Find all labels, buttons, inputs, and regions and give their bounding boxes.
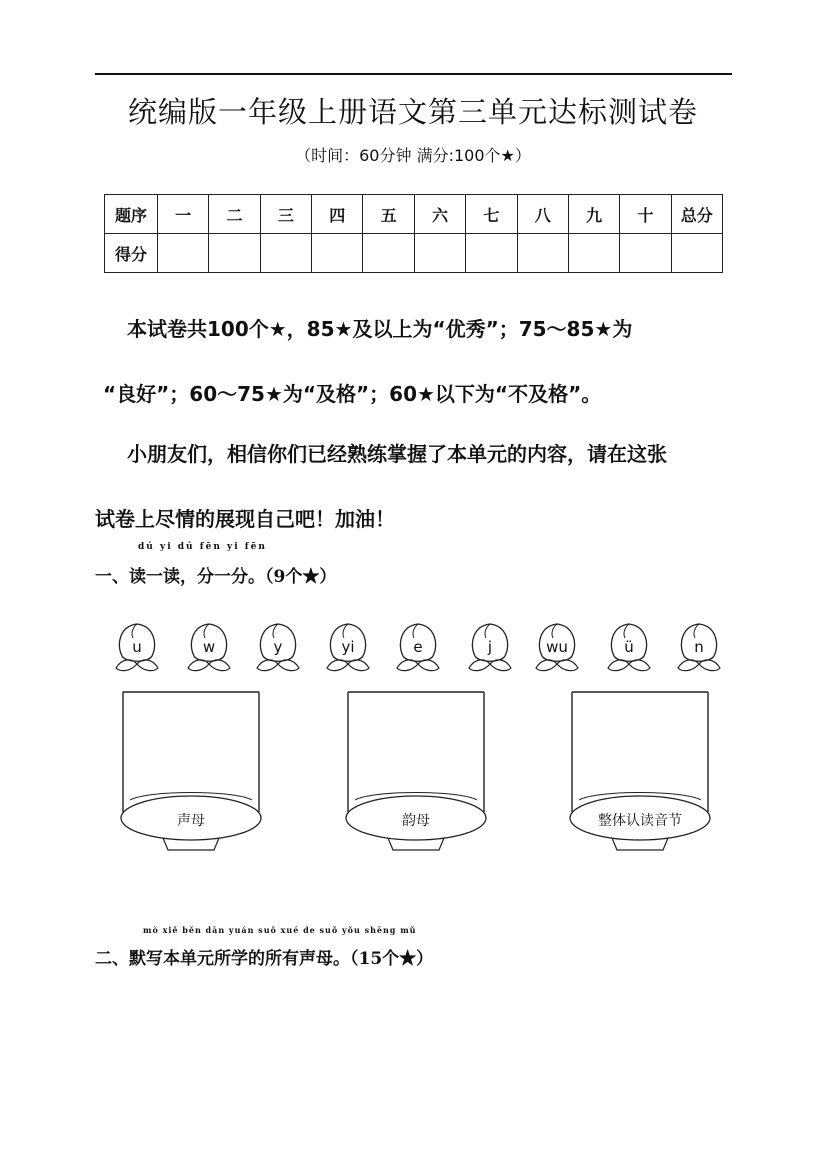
score-col-3: 三 bbox=[260, 195, 311, 234]
score-table bbox=[104, 194, 723, 273]
top-rule bbox=[95, 73, 732, 75]
page-subtitle: （时间：60分钟 满分:100个★） bbox=[295, 146, 531, 165]
syllable-label: e bbox=[413, 638, 423, 656]
score-cell[interactable] bbox=[363, 234, 414, 273]
peach-card[interactable] bbox=[251, 618, 311, 676]
syllable-label: w bbox=[202, 638, 216, 656]
score-col-5: 五 bbox=[363, 195, 414, 234]
score-col-4: 四 bbox=[312, 195, 363, 234]
score-cell[interactable] bbox=[671, 234, 722, 273]
syllable-label: n bbox=[694, 638, 704, 656]
syllable-label: yi bbox=[341, 638, 355, 656]
bowl-finals[interactable] bbox=[343, 690, 489, 860]
syllable-label: wu bbox=[546, 638, 568, 656]
peach-card[interactable] bbox=[321, 618, 381, 676]
score-cell[interactable] bbox=[158, 234, 209, 273]
peach-card[interactable] bbox=[602, 618, 662, 676]
peach-card[interactable] bbox=[672, 618, 732, 676]
intro-line-4: 试卷上尽情的展现自己吧！加油！ bbox=[95, 507, 395, 531]
bowl-label: 声母 bbox=[177, 813, 205, 829]
score-col-7: 七 bbox=[466, 195, 517, 234]
syllable-label: j bbox=[487, 638, 493, 656]
peach-card[interactable] bbox=[463, 618, 523, 676]
score-table-row1-header: 题序 bbox=[105, 195, 158, 234]
bowl-initials[interactable] bbox=[118, 690, 264, 860]
score-table-header-row bbox=[105, 195, 723, 234]
score-table-score-row bbox=[105, 234, 723, 273]
score-cell[interactable] bbox=[568, 234, 619, 273]
score-col-10: 十 bbox=[620, 195, 671, 234]
score-cell[interactable] bbox=[466, 234, 517, 273]
bowl-label: 整体认读音节 bbox=[598, 813, 682, 829]
syllable-label: y bbox=[273, 638, 283, 656]
score-col-8: 八 bbox=[517, 195, 568, 234]
score-col-2: 二 bbox=[209, 195, 260, 234]
score-col-9: 九 bbox=[568, 195, 619, 234]
syllable-label: ü bbox=[624, 638, 634, 656]
q2-pinyin: mò xiě běn dān yuán suǒ xué de suǒ yǒu shēng mǔ bbox=[143, 925, 417, 935]
intro-line-2: “良好”；60～75★为“及格”；60★以下为“不及格”。 bbox=[103, 382, 602, 406]
score-cell[interactable] bbox=[517, 234, 568, 273]
score-cell[interactable] bbox=[260, 234, 311, 273]
page-title: 统编版一年级上册语文第三单元达标测试卷 bbox=[127, 95, 698, 129]
q1-heading: 一、读一读，分一分。（9个★） bbox=[95, 567, 337, 587]
peach-card[interactable] bbox=[530, 618, 590, 676]
bowl-whole-syllables[interactable] bbox=[567, 690, 713, 860]
score-col-1: 一 bbox=[158, 195, 209, 234]
score-col-total: 总分 bbox=[671, 195, 722, 234]
q1-pinyin: dú yi dú fēn yi fēn bbox=[138, 542, 267, 552]
score-col-6: 六 bbox=[414, 195, 465, 234]
peach-card[interactable] bbox=[182, 618, 242, 676]
peach-card[interactable] bbox=[391, 618, 451, 676]
score-cell[interactable] bbox=[414, 234, 465, 273]
bowl-icon bbox=[343, 690, 489, 860]
bowl-label: 韵母 bbox=[402, 813, 430, 829]
bowl-icon bbox=[567, 690, 713, 860]
intro-line-1: 本试卷共100个★，85★及以上为“优秀”；75～85★为 bbox=[127, 317, 633, 341]
q2-heading: 二、默写本单元所学的所有声母。（15个★） bbox=[95, 949, 434, 969]
score-cell[interactable] bbox=[312, 234, 363, 273]
peach-card[interactable] bbox=[110, 618, 170, 676]
bowl-icon bbox=[118, 690, 264, 860]
score-table-row2-header: 得分 bbox=[105, 234, 158, 273]
score-cell[interactable] bbox=[209, 234, 260, 273]
score-cell[interactable] bbox=[620, 234, 671, 273]
intro-line-3: 小朋友们，相信你们已经熟练掌握了本单元的内容，请在这张 bbox=[127, 442, 667, 466]
syllable-label: u bbox=[132, 638, 142, 656]
